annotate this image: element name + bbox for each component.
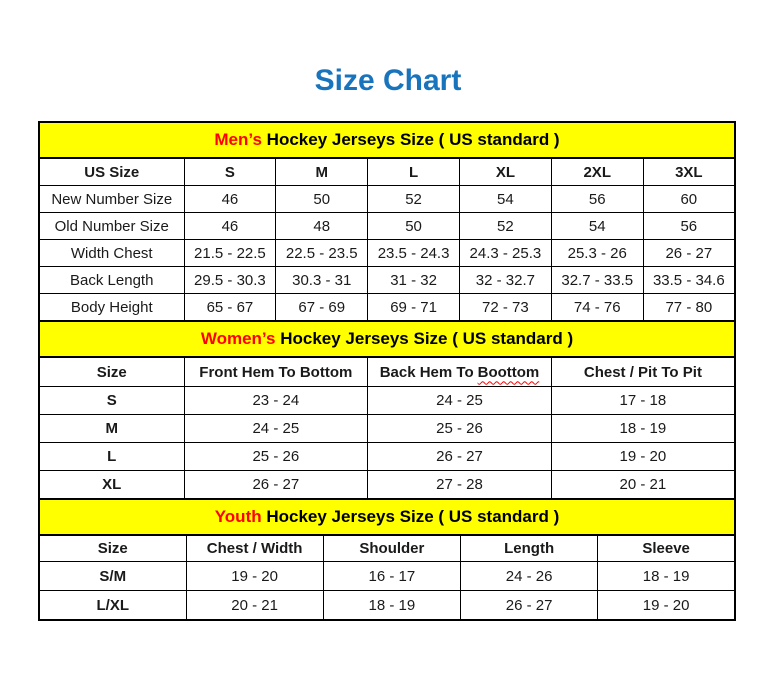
data-cell: 30.3 - 31	[276, 267, 368, 294]
data-cell: 18 - 19	[598, 562, 735, 591]
youth-header-chest-width: Chest / Width	[186, 535, 323, 562]
data-cell: 50	[276, 186, 368, 213]
data-cell: 27 - 28	[368, 471, 552, 500]
data-cell: 17 - 18	[551, 387, 735, 415]
mens-header-2xl: 2XL	[551, 158, 643, 186]
table-row	[39, 213, 735, 240]
youth-size-table	[38, 534, 736, 621]
womens-size-table	[38, 356, 736, 500]
data-cell: 65 - 67	[184, 294, 276, 322]
data-cell: 29.5 - 30.3	[184, 267, 276, 294]
mens-header-m: M	[276, 158, 368, 186]
mens-banner-highlight: Men’s	[214, 130, 262, 149]
table-row	[39, 294, 735, 322]
data-cell: 25 - 26	[368, 415, 552, 443]
mens-header-xl: XL	[459, 158, 551, 186]
row-label: S	[39, 387, 184, 415]
mens-header-l: L	[368, 158, 460, 186]
womens-header-back-hem	[368, 357, 552, 387]
data-cell: 54	[459, 186, 551, 213]
data-cell: 52	[368, 186, 460, 213]
data-cell: 31 - 32	[368, 267, 460, 294]
data-cell: 50	[368, 213, 460, 240]
table-row	[39, 591, 735, 621]
data-cell: 56	[643, 213, 735, 240]
data-cell: 24 - 26	[461, 562, 598, 591]
data-cell: 24.3 - 25.3	[459, 240, 551, 267]
youth-header-length: Length	[461, 535, 598, 562]
size-chart-tables	[38, 121, 736, 621]
row-label: M	[39, 415, 184, 443]
data-cell: 19 - 20	[551, 443, 735, 471]
row-label: XL	[39, 471, 184, 500]
data-cell: 19 - 20	[598, 591, 735, 621]
youth-banner-highlight: Youth	[214, 507, 262, 526]
data-cell: 23.5 - 24.3	[368, 240, 460, 267]
row-label: New Number Size	[39, 186, 184, 213]
misspelled-word-squiggle: Boottom	[477, 363, 540, 381]
data-cell: 56	[551, 186, 643, 213]
data-cell: 33.5 - 34.6	[643, 267, 735, 294]
data-cell: 21.5 - 22.5	[184, 240, 276, 267]
mens-header-s: S	[184, 158, 276, 186]
womens-header-size: Size	[39, 357, 184, 387]
data-cell: 18 - 19	[551, 415, 735, 443]
table-row	[39, 562, 735, 591]
womens-section-banner	[38, 320, 736, 358]
data-cell: 26 - 27	[368, 443, 552, 471]
data-cell: 16 - 17	[323, 562, 460, 591]
data-cell: 19 - 20	[186, 562, 323, 591]
youth-header-shoulder: Shoulder	[323, 535, 460, 562]
data-cell: 23 - 24	[184, 387, 368, 415]
data-cell: 26 - 27	[184, 471, 368, 500]
row-label: Width Chest	[39, 240, 184, 267]
data-cell: 20 - 21	[551, 471, 735, 500]
data-cell: 77 - 80	[643, 294, 735, 322]
data-cell: 69 - 71	[368, 294, 460, 322]
data-cell: 25.3 - 26	[551, 240, 643, 267]
mens-size-table	[38, 157, 736, 322]
mens-header-us-size: US Size	[39, 158, 184, 186]
data-cell: 46	[184, 186, 276, 213]
youth-section-banner	[38, 498, 736, 536]
data-cell: 52	[459, 213, 551, 240]
row-label: S/M	[39, 562, 186, 591]
data-cell: 26 - 27	[461, 591, 598, 621]
data-cell: 32.7 - 33.5	[551, 267, 643, 294]
womens-header-row	[39, 357, 735, 387]
mens-section-banner	[38, 121, 736, 159]
row-label: Back Length	[39, 267, 184, 294]
table-row	[39, 267, 735, 294]
data-cell: 32 - 32.7	[459, 267, 551, 294]
mens-header-3xl: 3XL	[643, 158, 735, 186]
table-row	[39, 240, 735, 267]
row-label: L	[39, 443, 184, 471]
row-label: Body Height	[39, 294, 184, 322]
youth-banner-text: Hockey Jerseys Size ( US standard )	[266, 507, 560, 526]
table-row	[39, 471, 735, 500]
data-cell: 60	[643, 186, 735, 213]
data-cell: 48	[276, 213, 368, 240]
womens-header-chest: Chest / Pit To Pit	[551, 357, 735, 387]
table-row	[39, 415, 735, 443]
youth-header-sleeve: Sleeve	[598, 535, 735, 562]
data-cell: 24 - 25	[184, 415, 368, 443]
table-row	[39, 387, 735, 415]
data-cell: 46	[184, 213, 276, 240]
back-hem-prefix: Back Hem To	[379, 363, 474, 381]
youth-header-size: Size	[39, 535, 186, 562]
data-cell: 54	[551, 213, 643, 240]
data-cell: 67 - 69	[276, 294, 368, 322]
womens-banner-highlight: Women’s	[200, 329, 276, 348]
table-row	[39, 186, 735, 213]
data-cell: 22.5 - 23.5	[276, 240, 368, 267]
row-label: L/XL	[39, 591, 186, 621]
data-cell: 24 - 25	[368, 387, 552, 415]
data-cell: 20 - 21	[186, 591, 323, 621]
womens-header-front-hem: Front Hem To Bottom	[184, 357, 368, 387]
mens-header-row	[39, 158, 735, 186]
youth-header-row	[39, 535, 735, 562]
data-cell: 25 - 26	[184, 443, 368, 471]
page-title: Size Chart	[314, 64, 462, 97]
data-cell: 18 - 19	[323, 591, 460, 621]
womens-banner-text: Hockey Jerseys Size ( US standard )	[280, 329, 574, 348]
data-cell: 74 - 76	[551, 294, 643, 322]
data-cell: 72 - 73	[459, 294, 551, 322]
row-label: Old Number Size	[39, 213, 184, 240]
mens-banner-text: Hockey Jerseys Size ( US standard )	[266, 130, 560, 149]
data-cell: 26 - 27	[643, 240, 735, 267]
table-row	[39, 443, 735, 471]
